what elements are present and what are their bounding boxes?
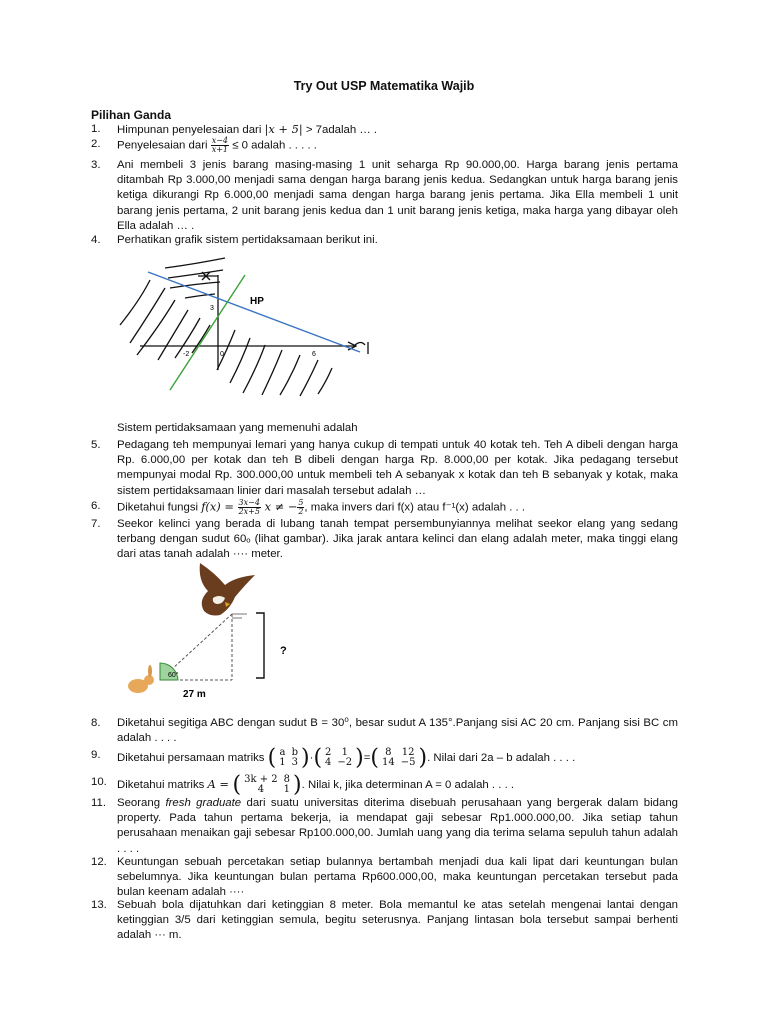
section-heading: Pilihan Ganda — [91, 108, 172, 122]
math-expression: |x + 5| — [264, 122, 303, 136]
boundary-line-blue — [148, 272, 360, 352]
tick-label-3: 3 — [210, 305, 214, 312]
question-4-followup: Sistem pertidaksamaan yang memenuhi adalah — [117, 422, 358, 434]
matrix-cell: 3k + 2 — [244, 774, 278, 785]
inequality-graph — [110, 250, 380, 410]
question-text: Seekor kelinci yang berada di lubang tanah tempat persembunyiannya melihat seekor elang yang sedang terbang dengan sudut 60ₒ (lihat gambar). Jika jarak antara kelinci dan elang adalah meter, maka tinggi elang dari atas tanah adalah ···· meter. — [117, 518, 678, 561]
hatch-line — [192, 325, 210, 353]
hatch-line — [300, 360, 318, 396]
fraction — [238, 499, 261, 516]
question-text: dari suatu universitas diterima disebuah perusahaan yang bergerak dalam bidang property. Pada tahun pertama bekerja, ia mendapat gaji sebesar Rp1.000.000,00. Jika setiap tahun perusahaan menaikan gaji sebesar Rp100.000,00. Jumlah uang yang dia terima selama sepuluh tahun adalah . . . . — [117, 797, 678, 855]
fraction-denominator: 2 — [298, 507, 304, 516]
question-text: Pedagang teh mempunyai lemari yang hanya cukup di tempati untuk 40 kotak teh. Teh A dibeli dengan harga Rp. 6.000,00 per kotak dan teh B dibeli dengan harga Rp. 8.000,00 per kotak. Jika pedagang tersebut mempunyai modal Rp. 300.000,00 untuk membeli teh A sebanyak x kotak dan teh B sebanyak y kotak, maka sistem pertidaksamaan linier dari masalah tersebut adalah … — [117, 439, 678, 497]
question-text: Diketahui matriks — [117, 779, 208, 792]
matrix-cell: 3 — [291, 757, 299, 768]
math-expression: f(x) = — [201, 499, 238, 514]
question-number: 8. — [91, 717, 101, 729]
matrix-cell: 1 — [341, 747, 348, 758]
question-6 — [91, 499, 678, 516]
question-3 — [91, 158, 678, 234]
question-number: 13. — [91, 899, 107, 911]
question-number: 5. — [91, 439, 101, 451]
fraction-numerator: 5 — [298, 498, 304, 507]
question-text: Keuntungan sebuah percetakan setiap bulannya bertambah menjadi dua kali lipat dari keuntungan bulan sebelumnya. Jika keuntungan bulan pertama Rp600.000,00, maka keuntungan percetakan tersebut pada bulan keenam adalah ···· — [117, 856, 678, 899]
question-number: 1. — [91, 123, 101, 135]
tick-label-neg2: -2 — [183, 351, 190, 358]
question-text: Penyelesaian dari — [117, 139, 211, 152]
matrix-cell: 14 — [382, 757, 395, 768]
hatch-line — [262, 350, 282, 395]
eagle-icon — [200, 563, 255, 616]
question-text: Himpunan penyelesaian dari — [117, 124, 265, 136]
matrix-a — [241, 775, 293, 795]
matrix-cell: 8 — [385, 747, 392, 758]
question-number: 12. — [91, 856, 107, 868]
matrix-cell: 1 — [279, 757, 286, 768]
math-expression: x ≠ − — [260, 499, 298, 514]
question-11 — [91, 796, 678, 857]
question-number: 3. — [91, 159, 101, 171]
unknown-height: ? — [280, 645, 287, 657]
matrix-1 — [276, 748, 301, 768]
question-text: Sebuah bola dijatuhkan dari ketinggian 8 meter. Bola memantul ke atas setelah mengenai lantai dengan ketinggian 3/5 dari ketinggian semula, begitu seterusnya. Panjang lintasan bola tersebut sampai berhenti adalah ··· m. — [117, 899, 678, 942]
question-number: 2. — [91, 138, 101, 150]
question-10: 10. Diketahui matriks A = ( 3k + 2 8 4 1 ). Nilai k, jika determinan A = 0 adalah . . . . — [91, 772, 515, 798]
matrix-cell: 2 — [325, 747, 332, 758]
matrix-3 — [379, 748, 418, 768]
hatch-line — [217, 330, 235, 370]
tick-label-6: 6 — [312, 351, 316, 358]
question-text: Ani membeli 3 jenis barang masing-masing 1 unit seharga Rp 90.000,00. Harga barang jenis pertama ditambah Rp 3.000,00 menjadi sama dengan harga barang jenis kedua. Sedangkan untuk harga barang jenis ketiga dikurangi Rp 6.000,00 menjadi sama dengan harga barang jenis pertama. Jika Ella membeli 1 unit barang jenis pertama, 2 unit barang jenis kedua dan 1 unit barang jenis ketiga, maka harga yang dibayar oleh Ella adalah … . — [117, 159, 678, 232]
question-number: 11. — [91, 797, 106, 809]
question-text: Diketahui fungsi — [117, 501, 202, 514]
question-9: 9. Diketahui persamaan matriks ( a b 1 3 )·( 2 1 4 −2 )=( 8 12 14 −5 ). Nilai dari 2a – b adalah . . . . — [91, 745, 576, 771]
question-text: Diketahui persamaan matriks — [117, 752, 268, 765]
matrix-cell: −2 — [337, 757, 353, 768]
matrix-cell: 4 — [257, 784, 265, 795]
top-marker — [232, 614, 247, 618]
question-number: 10. — [91, 776, 107, 788]
hatch-line — [280, 355, 300, 395]
rabbit-icon — [128, 665, 154, 693]
eagle-rabbit-figure — [120, 558, 320, 703]
hatch-line — [243, 345, 265, 393]
hatch-line — [230, 338, 250, 383]
question-text: > 7adalah … . — [302, 124, 378, 136]
matrix-cell: b — [291, 747, 299, 758]
question-text: . Nilai k, jika determinan A = 0 adalah . . . . — [301, 779, 515, 792]
question-text: Seorang — [117, 797, 166, 809]
question-number: 4. — [91, 234, 101, 246]
hp-label: HP — [250, 296, 264, 307]
question-text: Diketahui segitiga ABC dengan sudut B = 30⁰, besar sudut A 135°.Panjang sisi AC 20 cm. Panjang sisi BC cm adalah . . . . — [117, 717, 678, 745]
angle-label: 60° — [168, 672, 179, 679]
question-text: ≤ 0 adalah . . . . . — [229, 139, 317, 152]
question-number: 9. — [91, 749, 101, 761]
emphasis-text: fresh graduate — [165, 797, 242, 809]
fraction-numerator: 3x−4 — [238, 498, 260, 507]
hatch-line — [168, 270, 223, 278]
matrix-2 — [322, 748, 355, 768]
matrix-cell: 4 — [325, 757, 332, 768]
question-text: . Nilai dari 2a – b adalah . . . . — [427, 752, 576, 765]
question-7 — [91, 517, 678, 563]
x-axis-mark — [355, 342, 368, 354]
fraction — [211, 137, 229, 154]
hatch-line — [137, 300, 175, 355]
question-8 — [91, 716, 678, 746]
matrix-cell: 1 — [283, 784, 291, 795]
hatch-line — [318, 368, 332, 394]
question-1 — [91, 122, 678, 138]
matrix-cell: 12 — [401, 747, 415, 758]
question-12 — [91, 855, 678, 901]
question-text: , maka invers dari f(x) atau f⁻¹(x) adalah . . . — [304, 501, 526, 514]
fraction-numerator: x−4 — [211, 136, 229, 145]
distance-label: 27 m — [183, 689, 206, 700]
question-2 — [91, 137, 678, 154]
matrix-cell: −5 — [400, 757, 416, 768]
hatch-line — [165, 258, 225, 268]
tick-label-0: 0 — [220, 351, 224, 358]
question-13 — [91, 898, 678, 944]
fraction-denominator: 2x+5 — [238, 507, 260, 516]
question-5 — [91, 438, 678, 499]
hatch-line — [130, 288, 165, 343]
height-bracket — [256, 613, 264, 678]
question-number: 7. — [91, 518, 101, 530]
question-text: Perhatikan grafik sistem pertidaksamaan berikut ini. — [117, 234, 378, 246]
fraction-denominator: x+1 — [211, 145, 229, 154]
question-4 — [91, 233, 678, 248]
math-expression: A = — [207, 777, 233, 792]
matrix-cell: 8 — [283, 774, 291, 785]
document-title: Try Out USP Matematika Wajib — [293, 79, 475, 93]
question-number: 6. — [91, 500, 101, 512]
matrix-cell: a — [279, 747, 286, 758]
